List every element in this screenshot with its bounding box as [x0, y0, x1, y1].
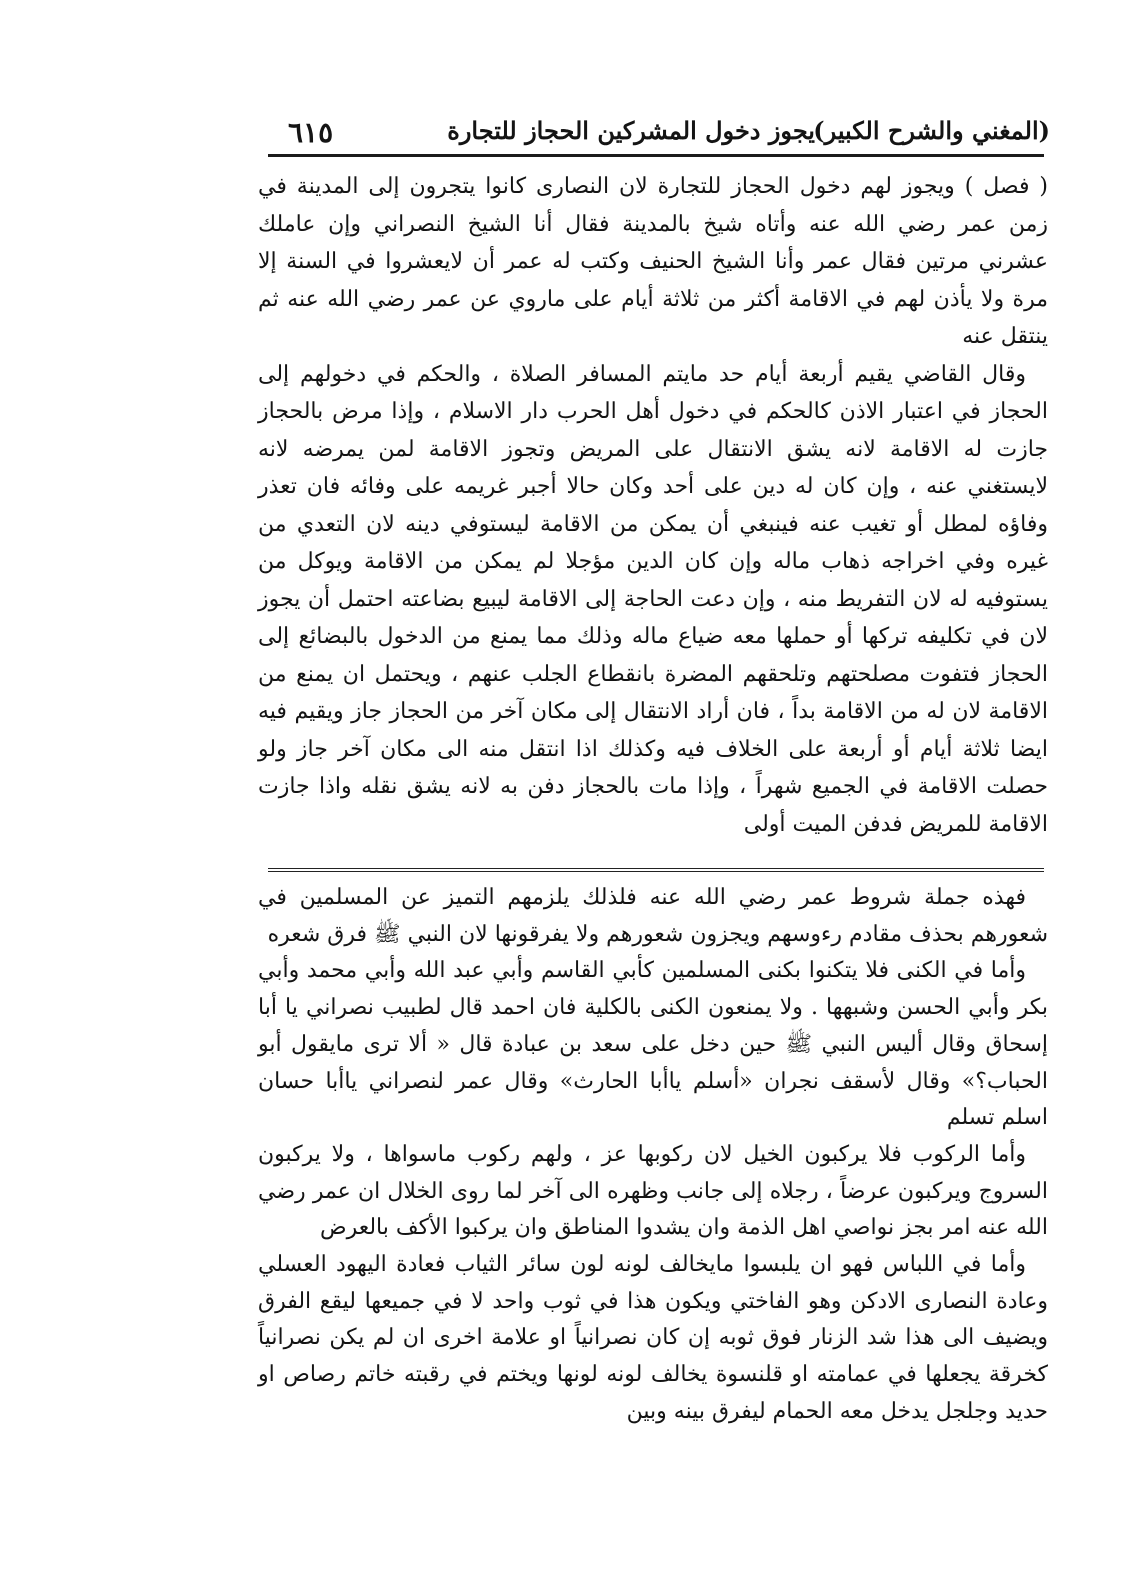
- header-rule: [268, 154, 1044, 157]
- footnote-separator: [268, 868, 1044, 872]
- commentary-text: [258, 880, 1048, 1480]
- section-title: يجوز دخول المشركين الحجاز للتجارة: [447, 116, 815, 145]
- commentary-paragraph: وأما في اللباس فهو ان يلبسوا مايخالف لونه لون سائر الثياب فعادة اليهود العسلي وعادة النصارى الادكن وهو الفاختي ويكون هذا في ثوب واحد لا في جميعها ليقع الفرق ويضيف الى هذا شد الزنار فوق ثوبه إن كان نصرانياً او علامة اخرى ان لم يكن نصرانياً كخرقة يجعلها في عمامته او قلنسوة يخالف لونه لونها ويختم في رقبته خاتم رصاص او حديد وجلجل يدخل معه الحمام ليفرق بينه وبين: [258, 1252, 1048, 1424]
- main-paragraph: ( فصل ) ويجوز لهم دخول الحجاز للتجارة لان النصارى كانوا يتجرون إلى المدينة في زمن عمر رضي الله عنه وأتاه شيخ بالمدينة فقال أنا الشيخ النصراني وإن عاملك عشرني مرتين فقال عمر وأنا الشيخ الحنيف وكتب له عمر أن لايعشروا في السنة إلا مرة ولا يأذن لهم في الاقامة أكثر من ثلاثة أيام على ماروي عن عمر رضي الله عنه ثم ينتقل عنه: [258, 174, 1048, 349]
- page-number: ٦١٥: [288, 116, 334, 149]
- commentary-paragraph: فهذه جملة شروط عمر رضي الله عنه فلذلك يلزمهم التميز عن المسلمين في شعورهم بحذف مقادم رءوسهم ويجزون شعورهم ولا يفرقونها لان النبي ﷺ فرق شعره: [258, 885, 1048, 947]
- page-header: [270, 108, 1050, 154]
- commentary-paragraph: وأما الركوب فلا يركبون الخيل لان ركوبها عز ، ولهم ركوب ماسواها ، ولا يركبون السروج ويركبون عرضاً ، رجلاه إلى جانب وظهره الى آخر لما روى الخلال ان عمر رضي الله عنه امر بجز نواصي اهل الذمة وان يشدوا المناطق وان يركبوا الأكف بالعرض: [258, 1141, 1048, 1241]
- book-title: (المغني والشرح الكبير): [813, 116, 1050, 145]
- main-paragraph: وقال القاضي يقيم أربعة أيام حد مايتم المسافر الصلاة ، والحكم في دخولهم إلى الحجاز في اعتبار الاذن كالحكم في دخول أهل الحرب دار الاسلام ، وإذا مرض بالحجاز جازت له الاقامة لانه يشق الانتقال على المريض وتجوز الاقامة لمن يمرضه لانه لايستغني عنه ، وإن كان له دين على أحد وكان حالا أجبر غريمه على وفائه فان تعذر وفاؤه لمطل أو تغيب عنه فينبغي أن يمكن من الاقامة ليستوفي دينه لان التعدي من غيره وفي اخراجه ذهاب ماله وإن كان الدين مؤجلا لم يمكن من الاقامة ويوكل من يستوفيه له لان التفريط منه ، وإن دعت الحاجة إلى الاقامة ليبيع بضاعته احتمل أن يجوز لان في تكليفه تركها أو حملها معه ضياع ماله وذلك مما يمنع من الدخول بالبضائع إلى الحجاز فتفوت مصلحتهم وتلحقهم المضرة بانقطاع الجلب عنهم ، ويحتمل ان يمنع من الاقامة لان له من الاقامة بداً ، فان أراد الانتقال إلى مكان آخر من الحجاز جاز ويقيم فيه ايضا ثلاثة أيام أو أربعة على الخلاف فيه وكذلك اذا انتقل منه الى مكان آخر جاز ولو حصلت الاقامة في الجميع شهراً ، وإذا مات بالحجاز دفن به لانه يشق نقله واذا جازت الاقامة للمريض فدفن الميت أولى: [258, 361, 1049, 837]
- main-text: [258, 168, 1048, 864]
- commentary-paragraph: وأما في الكنى فلا يتكنوا بكنى المسلمين كأبي القاسم وأبي عبد الله وأبي محمد وأبي بكر وأبي الحسن وشبهها . ولا يمنعون الكنى بالكلية فان احمد قال لطبيب نصراني يا أبا إسحاق وقال أليس النبي ﷺ حين دخل على سعد بن عبادة قال « ألا ترى مايقول أبو الحباب؟» وقال لأسقف نجران «أسلم ياأبا الحارث» وقال عمر لنصراني ياأبا حسان اسلم تسلم: [258, 958, 1048, 1131]
